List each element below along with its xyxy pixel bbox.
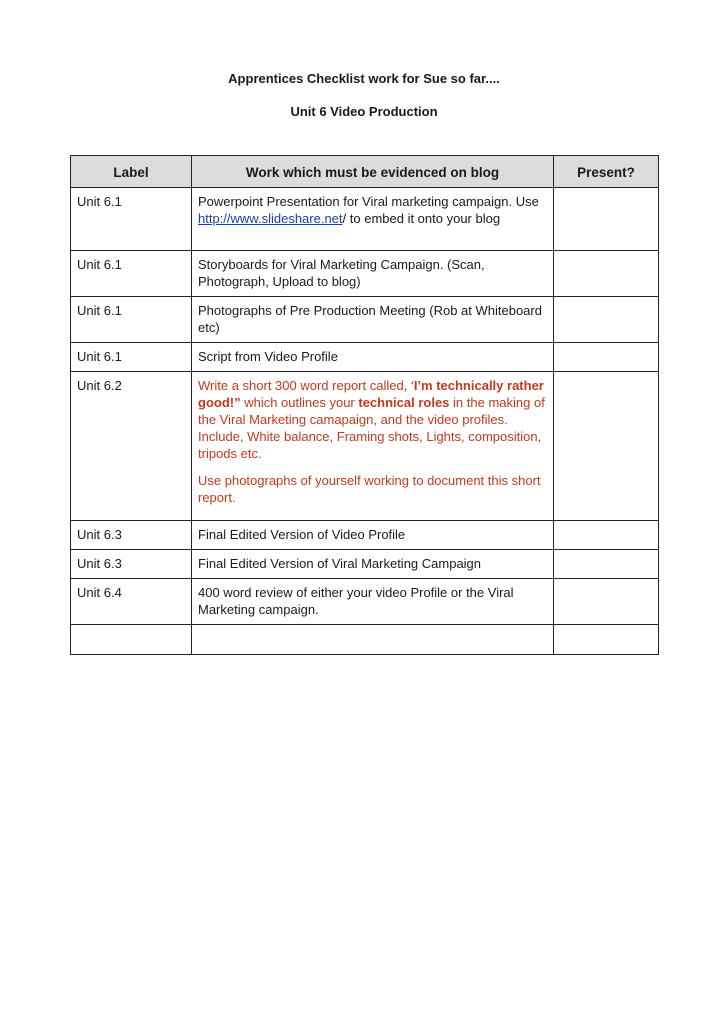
row-label: Unit 6.3 [71, 550, 192, 579]
page-title: Apprentices Checklist work for Sue so far.... [228, 71, 500, 86]
header-work: Work which must be evidenced on blog [192, 156, 554, 188]
table-row [71, 297, 659, 343]
table-header-row [71, 156, 659, 188]
row-label: Unit 6.3 [71, 521, 192, 550]
row-work [192, 188, 554, 251]
row-work: Photographs of Pre Production Meeting (Rob at Whiteboard etc) [192, 297, 554, 343]
table-row [71, 550, 659, 579]
row-work [192, 372, 554, 521]
technical-roles-text: technical roles [358, 395, 450, 410]
row-present [554, 579, 659, 625]
row-work: Final Edited Version of Viral Marketing Campaign [192, 550, 554, 579]
table-row [71, 521, 659, 550]
row-present [554, 297, 659, 343]
row-label: Unit 6.4 [71, 579, 192, 625]
photo-instructions: Use photographs of yourself working to document this short report. [198, 473, 541, 505]
row-work-text: Powerpoint Presentation for Viral marketing campaign. Use [198, 194, 539, 209]
table-row-empty [71, 625, 659, 655]
table-row [71, 343, 659, 372]
row-present [554, 188, 659, 251]
row-label [71, 625, 192, 655]
row-present [554, 251, 659, 297]
row-work: Script from Video Profile [192, 343, 554, 372]
row-present [554, 625, 659, 655]
table-row [71, 251, 659, 297]
report-text: which outlines your [240, 395, 359, 410]
row-present [554, 521, 659, 550]
row-label: Unit 6.1 [71, 251, 192, 297]
report-instructions [198, 377, 547, 462]
row-work-text: / to embed it onto your blog [342, 211, 501, 226]
header-label: Label [71, 156, 192, 188]
report-text: in the making of the Viral Marketing camapaign, and the video profiles. Include, White balance, Framing shots, Lights, composition, tripods etc. [198, 395, 545, 461]
row-label: Unit 6.1 [71, 343, 192, 372]
checklist-table [70, 155, 659, 655]
table-row [71, 188, 659, 251]
header-present: Present? [554, 156, 659, 188]
table-row [71, 579, 659, 625]
paragraph-gap [198, 462, 547, 472]
row-work: Final Edited Version of Video Profile [192, 521, 554, 550]
slideshare-link[interactable]: http://www.slideshare.net [198, 211, 343, 226]
report-title: I’m technically rather good!” [198, 378, 544, 410]
row-work: 400 word review of either your video Profile or the Viral Marketing campaign. [192, 579, 554, 625]
row-work: Storyboards for Viral Marketing Campaign. (Scan, Photograph, Upload to blog) [192, 251, 554, 297]
row-label: Unit 6.1 [71, 188, 192, 251]
row-label: Unit 6.2 [71, 372, 192, 521]
row-work [192, 625, 554, 655]
row-label: Unit 6.1 [71, 297, 192, 343]
row-present [554, 550, 659, 579]
page-subtitle: Unit 6 Video Production [290, 104, 438, 119]
table-row [71, 372, 659, 521]
row-present [554, 343, 659, 372]
report-text: Write a short 300 word report called, ‘ [198, 378, 414, 393]
row-present [554, 372, 659, 521]
